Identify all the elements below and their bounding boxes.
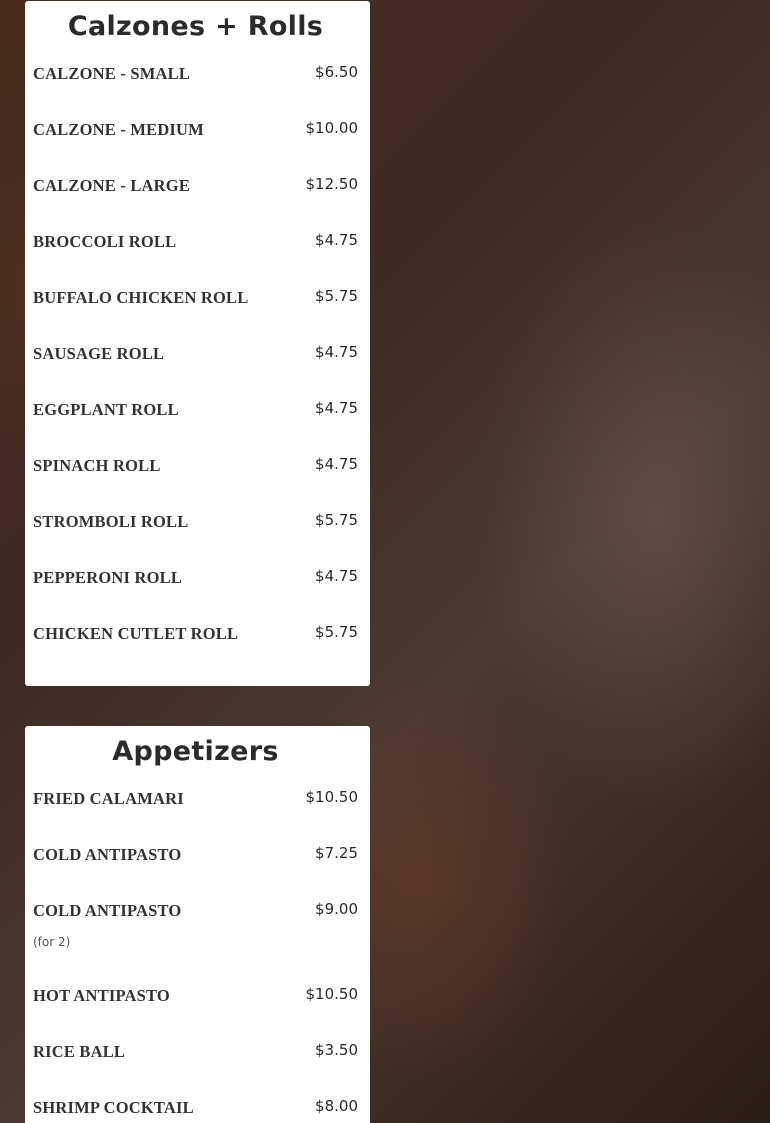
- item-name: CHICKEN CUTLET ROLL: [33, 624, 239, 643]
- menu-item: [33, 568, 358, 624]
- menu-item: [33, 986, 358, 1042]
- item-price: $5.75: [315, 623, 358, 641]
- menu-item: [33, 1098, 358, 1123]
- section-title: Appetizers: [112, 736, 279, 767]
- menu-item: [33, 456, 358, 512]
- item-price: $4.75: [315, 567, 358, 585]
- item-name: CALZONE - SMALL: [33, 64, 191, 83]
- item-name: SAUSAGE ROLL: [33, 344, 165, 363]
- item-name: COLD ANTIPASTO: [33, 901, 182, 920]
- item-price: $4.75: [315, 399, 358, 417]
- section-title: Calzones + Rolls: [67, 11, 324, 42]
- menu-item: [33, 512, 358, 568]
- menu-item: [33, 120, 358, 176]
- item-price: $6.50: [315, 63, 358, 81]
- item-price: $5.75: [315, 511, 358, 529]
- item-name: SPINACH ROLL: [33, 456, 161, 475]
- item-price: $4.75: [315, 455, 358, 473]
- item-name: COLD ANTIPASTO: [33, 845, 182, 864]
- menu-item: [33, 901, 358, 986]
- item-price: $8.00: [315, 1097, 358, 1115]
- item-price: $3.50: [315, 1041, 358, 1059]
- item-price: $4.75: [315, 343, 358, 361]
- item-price: $9.00: [315, 900, 358, 918]
- item-name: CALZONE - LARGE: [33, 176, 191, 195]
- item-price: $10.50: [305, 985, 358, 1003]
- item-name: PEPPERONI ROLL: [33, 568, 183, 587]
- item-name: HOT ANTIPASTO: [33, 986, 170, 1005]
- menu-item-list: [33, 789, 358, 1123]
- appetizers-section: [25, 726, 370, 1123]
- menu-item: [33, 232, 358, 288]
- menu-item: [33, 288, 358, 344]
- menu-item: [33, 344, 358, 400]
- item-name: STROMBOLI ROLL: [33, 512, 189, 531]
- menu-item: [33, 1042, 358, 1098]
- item-name: RICE BALL: [33, 1042, 126, 1061]
- menu-item: [33, 789, 358, 845]
- menu-item: [33, 624, 358, 680]
- calzones-rolls-section: [25, 1, 370, 686]
- menu-item-list: [33, 64, 358, 680]
- item-name: EGGPLANT ROLL: [33, 400, 179, 419]
- item-price: $10.00: [305, 119, 358, 137]
- item-name: FRIED CALAMARI: [33, 789, 184, 808]
- item-name: SHRIMP COCKTAIL: [33, 1098, 194, 1117]
- item-price: $12.50: [305, 175, 358, 193]
- menu-item: [33, 176, 358, 232]
- menu-item: [33, 845, 358, 901]
- item-price: $5.75: [315, 287, 358, 305]
- menu-item: [33, 64, 358, 120]
- item-name: BUFFALO CHICKEN ROLL: [33, 288, 249, 307]
- item-price: $4.75: [315, 231, 358, 249]
- menu-item: [33, 400, 358, 456]
- item-name: BROCCOLI ROLL: [33, 232, 177, 251]
- item-name: CALZONE - MEDIUM: [33, 120, 204, 139]
- item-note: (for 2): [33, 935, 71, 949]
- item-price: $7.25: [315, 844, 358, 862]
- item-price: $10.50: [305, 788, 358, 806]
